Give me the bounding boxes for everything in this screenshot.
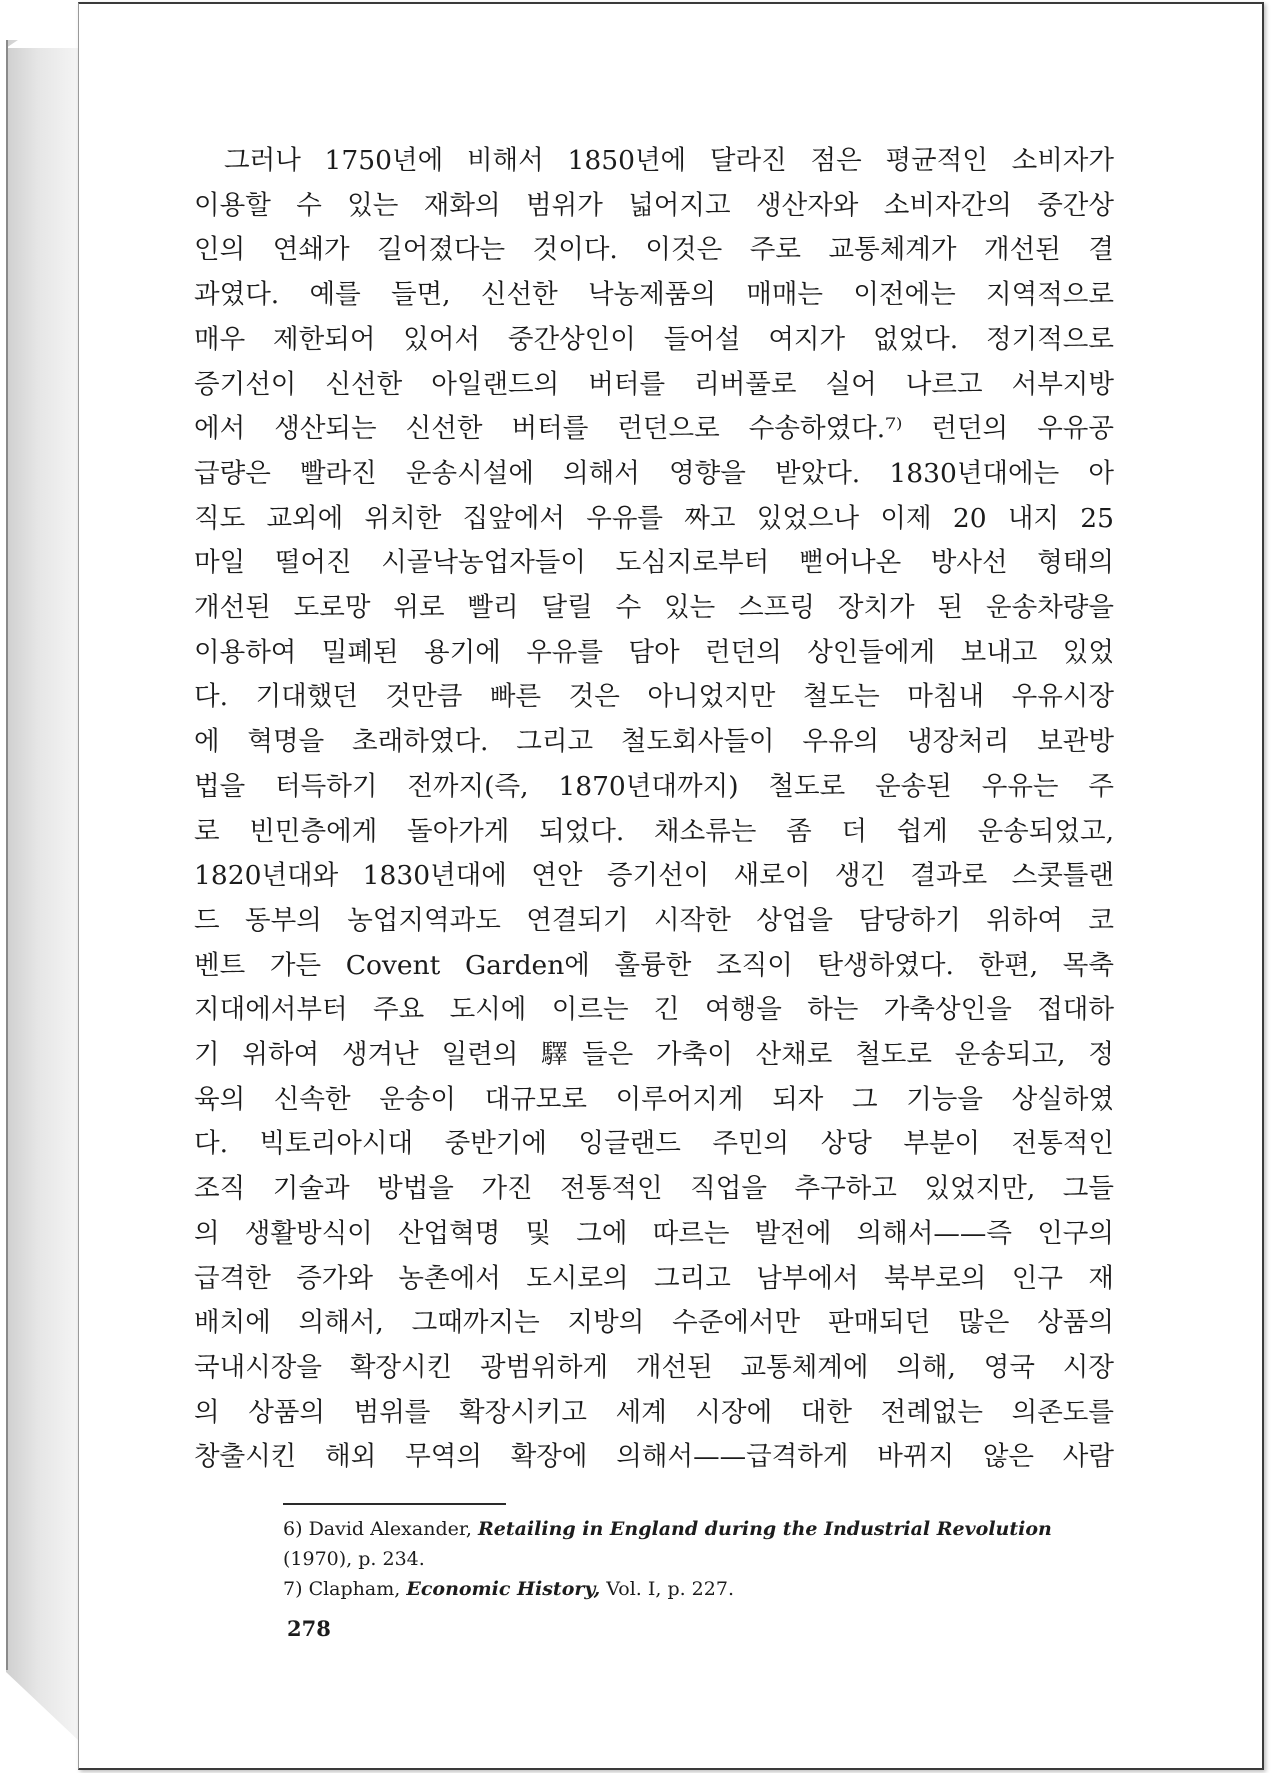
text-line: 드 동부의 농업지역과도 연결되기 시작한 상업을 담당하기 위하여 코 (194, 904, 1114, 936)
footnote-author: Clapham, (308, 1578, 401, 1600)
text-line: 국내시장을 확장시킨 광범위하게 개선된 교통체계에 의해, 영국 시장 (194, 1351, 1114, 1383)
book-side-line (6, 40, 8, 1670)
footnote-6-continuation (283, 1544, 1113, 1574)
text-line: 인의 연쇄가 길어졌다는 것이다. 이것은 주로 교통체계가 개선된 결 (194, 234, 1114, 266)
footnote-7 (283, 1574, 1113, 1604)
book-spine-edge (6, 40, 78, 1740)
footnote-number: 6) (283, 1518, 303, 1540)
text-line: 이용하여 밀폐된 용기에 우유를 담아 런던의 상인들에게 보내고 있었 (194, 636, 1114, 668)
text-line: 다. 빅토리아시대 중반기에 잉글랜드 주민의 상당 부분이 전통적인 (194, 1128, 1114, 1160)
text-line: 의 상품의 범위를 확장시키고 세계 시장에 대한 전례없는 의존도를 (194, 1396, 1114, 1428)
footnote-details: Vol. I, p. 227. (606, 1578, 734, 1600)
text-line: 로 빈민층에게 돌아가게 되었다. 채소류는 좀 더 쉽게 운송되었고, (194, 815, 1114, 847)
text-line: 의 생활방식이 산업혁명 및 그에 따르는 발전에 의해서——즉 인구의 (194, 1217, 1114, 1249)
text-line: 급량은 빨라진 운송시설에 의해서 영향을 받았다. 1830년대에는 아 (194, 457, 1114, 489)
text-line: 조직 기술과 방법을 가진 전통적인 직업을 추구하고 있었지만, 그들 (194, 1173, 1114, 1205)
text-line: 육의 신속한 운송이 대규모로 이루어지게 되자 그 기능을 상실하였 (194, 1083, 1114, 1115)
body-text (194, 139, 1114, 1480)
footnote-details: (1970), p. 234. (283, 1548, 425, 1570)
text-line: 그러나 1750년에 비해서 1850년에 달라진 점은 평균적인 소비자가 (224, 145, 1114, 176)
text-line: 과였다. 예를 들면, 신선한 낙농제품의 매매는 이전에는 지역적으로 (194, 279, 1114, 311)
text-line: 이용할 수 있는 재화의 범위가 넓어지고 생산자와 소비자간의 중간상 (194, 189, 1114, 221)
text-line: 증기선이 신선한 아일랜드의 버터를 리버풀로 실어 나르고 서부지방 (194, 368, 1114, 400)
footnote-number: 7) (283, 1578, 303, 1600)
text-line: 벤트 가든 Covent Garden에 훌륭한 조직이 탄생하였다. 한편, 목축 (194, 949, 1114, 981)
text-line: 급격한 증가와 농촌에서 도시로의 그리고 남부에서 북부로의 인구 재 (194, 1262, 1114, 1294)
text-line: 다. 기대했던 것만큼 빠른 것은 아니었지만 철도는 마침내 우유시장 (194, 681, 1114, 713)
text-line: 1820년대와 1830년대에 연안 증기선이 새로이 생긴 결과로 스콧틀랜 (194, 860, 1114, 892)
text-line: 직도 교외에 위치한 집앞에서 우유를 짜고 있었으나 이제 20 내지 25 (194, 502, 1114, 534)
text-line: 에 혁명을 초래하였다. 그리고 철도회사들이 우유의 냉장처리 보관방 (194, 726, 1114, 758)
text-line: 창출시킨 해외 무역의 확장에 의해서——급격하게 바뀌지 않은 사람 (194, 1441, 1114, 1473)
text-line: 개선된 도로망 위로 빨리 달릴 수 있는 스프링 장치가 된 운송차량을 (194, 592, 1114, 624)
text-line: 매우 제한되어 있어서 중간상인이 들어설 여지가 없었다. 정기적으로 (194, 323, 1114, 355)
footnote-title: Retailing in England during the Industrial Revolution (477, 1518, 1052, 1540)
footnote-title: Economic History, (406, 1578, 601, 1600)
footnote-6 (283, 1514, 1113, 1544)
footnote-author: David Alexander, (308, 1518, 472, 1540)
text-line: 에서 생산되는 신선한 버터를 런던으로 수송하였다.⁷⁾ 런던의 우유공 (194, 413, 1114, 445)
footnote-divider (283, 1503, 506, 1505)
text-line: 마일 떨어진 시골낙농업자들이 도심지로부터 뻗어나온 방사선 형태의 (194, 547, 1114, 579)
text-line: 법을 터득하기 전까지(즉, 1870년대까지) 철도로 운송된 우유는 주 (194, 770, 1114, 802)
footnotes (283, 1514, 1113, 1604)
text-line: 지대에서부터 주요 도시에 이르는 긴 여행을 하는 가축상인을 접대하 (194, 994, 1114, 1026)
text-line: 배치에 의해서, 그때까지는 지방의 수준에서만 판매되던 많은 상품의 (194, 1307, 1114, 1339)
page-number: 278 (287, 1616, 331, 1641)
text-line: 기 위하여 생겨난 일련의 驛들은 가축이 산채로 철도로 운송되고, 정 (194, 1039, 1114, 1071)
